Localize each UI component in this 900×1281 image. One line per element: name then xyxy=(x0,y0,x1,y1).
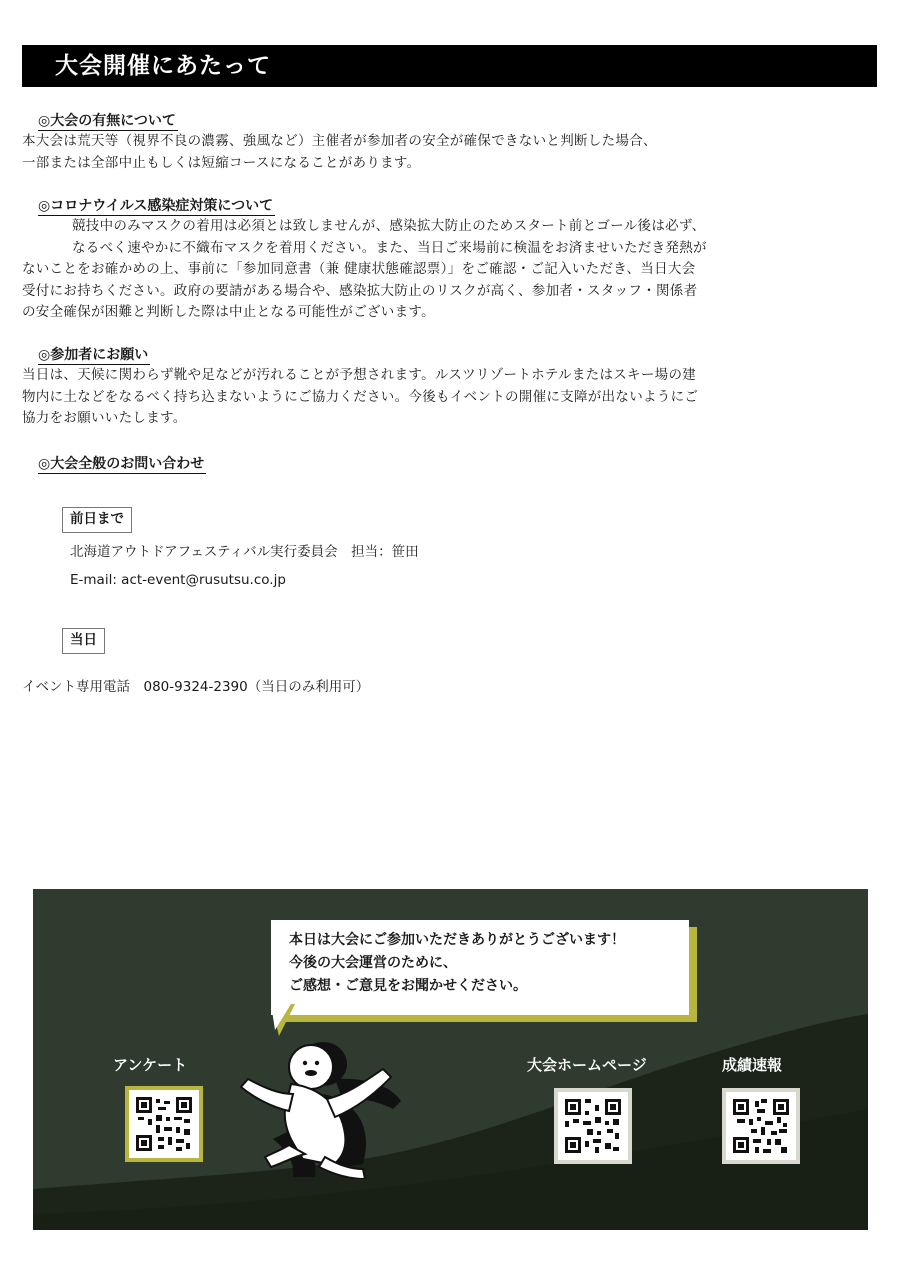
covid-body: ないことをお確かめの上、事前に「参加同意書（兼 健康状態確認票）」をご確認・ご記入いただき、当日大会 受付にお持ちください。政府の要請がある場合や、感染拡大防止のリスクが高く、参加者・スタッフ・関係者 の安全確保が困難と判断した際は中止となる可能性がございます。 xyxy=(22,261,698,320)
speech-bubble-tail xyxy=(255,1004,295,1038)
bubble-line-2: 今後の大会運営のために、 xyxy=(289,955,457,971)
speech-bubble xyxy=(271,920,689,1015)
before-day-label: 前日まで xyxy=(62,507,132,533)
qr-code-icon xyxy=(733,1099,789,1153)
email-contact[interactable]: E-mail: act-event@rusutsu.co.jp xyxy=(70,572,286,588)
section-heading-contact: ◎大会全般のお問い合わせ xyxy=(38,456,205,472)
bubble-line-3: ご感想・ご意見をお聞かせください。 xyxy=(289,978,527,994)
request-body: 当日は、天候に関わらず靴や足などが汚れることが予想されます。ルスツリゾートホテルまたはスキー場の建 物内に土などをなるべく持ち込まないようにご協力ください。今後もイベントの開催に支障が出ないようにご 協力をお願いいたします。 xyxy=(22,367,699,426)
survey-banner xyxy=(33,889,868,1230)
committee-contact: 北海道アウトドアフェスティバル実行委員会 担当：笹田 xyxy=(70,544,419,560)
qr-code-icon xyxy=(136,1097,192,1151)
qr-homepage[interactable] xyxy=(554,1088,632,1164)
event-phone[interactable]: イベント専用電話 080-9324-2390（当日のみ利用可） xyxy=(22,679,370,695)
qr-code-icon xyxy=(565,1099,621,1153)
bubble-line-1: 本日は大会にご参加いただきありがとうございます！ xyxy=(289,932,625,948)
qr-label-homepage: 大会ホームページ xyxy=(527,1056,647,1074)
weather-body: 本大会は荒天等（視界不良の濃霧、強風など）主催者が参加者の安全が確保できないと判断した場合、 一部または全部中止もしくは短縮コースになることがあります。 xyxy=(22,133,657,171)
mascot-illustration xyxy=(223,1039,423,1179)
section-heading-covid: ◎コロナウイルス感染症対策について xyxy=(38,198,274,214)
qr-label-survey: アンケート xyxy=(113,1056,188,1074)
covid-body-indented: 競技中のみマスクの着用は必須とは致しませんが、感染拡大防止のためスタート前とゴール後は必ず、 なるべく速やかに不織布マスクを着用ください。また、当日ご来場前に検温をお済ませいただき発熱が xyxy=(72,218,707,256)
qr-results[interactable] xyxy=(722,1088,800,1164)
page-title: 大会開催にあたって xyxy=(22,45,877,87)
section-heading-request: ◎参加者にお願い xyxy=(38,347,149,363)
event-day-label: 当日 xyxy=(62,628,105,654)
qr-survey[interactable] xyxy=(125,1086,203,1162)
section-heading-weather: ◎大会の有無について xyxy=(38,113,176,129)
qr-label-results: 成績速報 xyxy=(722,1056,783,1074)
